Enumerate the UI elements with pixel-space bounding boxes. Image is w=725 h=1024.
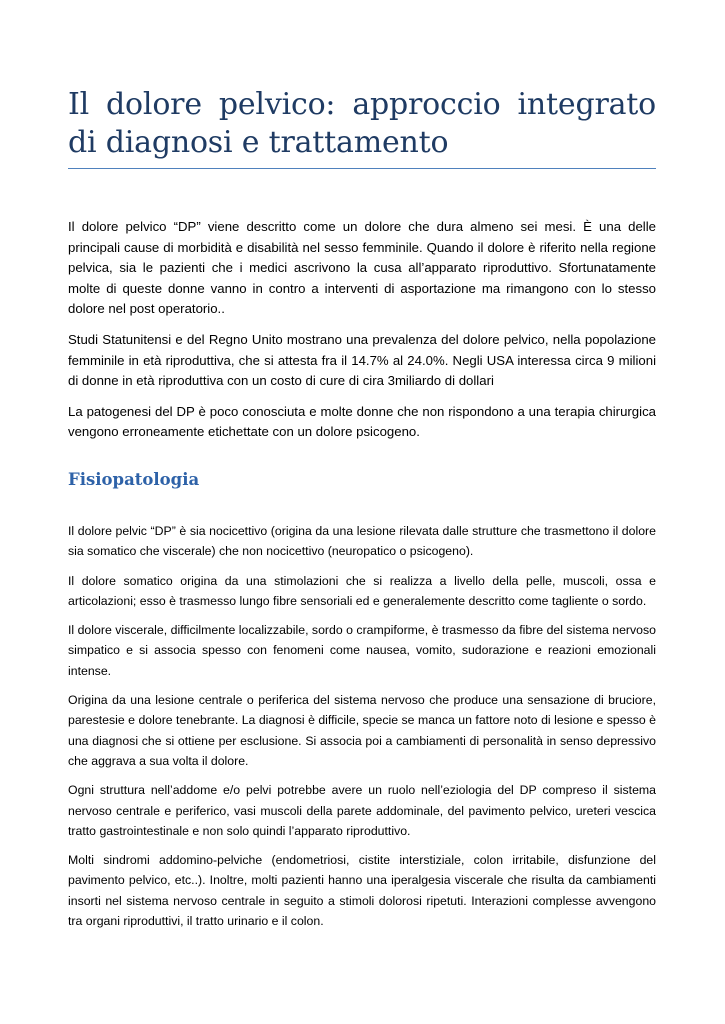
section-heading: Fisiopatologia [68,469,200,489]
section-paragraph-5: Ogni struttura nell’addome e/o pelvi potrebbe avere un ruolo nell’eziologia del DP compreso il sistema nervoso centrale e periferico, vasi muscoli della parete addominale, del pavimento pelvico, ureteri vescica tratto gastrointestinale e non solo quindi l’apparato riproduttivo. [68,783,656,838]
section-paragraph-4: Origina da una lesione centrale o periferica del sistema nervoso che produce una sensazione di bruciore, parestesie e dolore tenebrante. La diagnosi è difficile, specie se manca un fattore noto di lesione e spesso è una diagnosi che si ottiene per esclusione. Si associa poi a cambiamenti di personalità in senso depressivo che aggrava a sua volta il dolore. [68,693,656,768]
intro-paragraph-2: Studi Statunitensi e del Regno Unito mostrano una prevalenza del dolore pelvico, nella popolazione femminile in età riproduttiva, che si attesta fra il 14.7% al 24.0%. Negli USA interessa circa 9 milioni di donne in età riproduttiva con un costo di cure di cira 3miliardo di dollari [68,331,656,389]
section-paragraph-1: Il dolore pelvic “DP” è sia nocicettivo (origina da una lesione rilevata dalle strutture che trasmettono il dolore sia somatico che viscerale) che non nocicettivo (neuropatico o psicogeno). [68,523,656,559]
document-page [68,0,656,940]
section-paragraph-2: Il dolore somatico origina da una stimolazioni che si realizza a livello della pelle, muscoli, ossa e articolazioni; esso è trasmesso lungo fibre sensoriali ed e generalemente descritto come tagliente o sordo. [68,573,656,608]
section-paragraph-3: Il dolore viscerale, difficilmente localizzabile, sordo o crampiforme, è trasmesso da fibre del sistema nervoso simpatico e si associa spesso con fenomeni come nausea, vomito, sudorazione e reazioni emozionali intense. [68,623,656,678]
title-underline [68,168,656,169]
section-paragraph-6: Molti sindromi addomino-pelviche (endometriosi, cistite interstiziale, colon irritabile, disfunzione del pavimento pelvico, etc..). Inoltre, molti pazienti hanno una iperalgesia viscerale che risulta da cambiamenti insorti nel sistema nervoso centrale in seguito a stimoli dolorosi ripetuti. Interazioni complesse avvengono tra organi riproduttivi, il tratto urinario e il colon. [68,853,656,928]
intro-section [68,217,656,443]
fisiopatologia-section [68,521,656,931]
intro-paragraph-3: La patogenesi del DP è poco conosciuta e molte donne che non rispondono a una terapia chirurgica vengono erroneamente etichettate con un dolore psicogeno. [68,403,656,440]
intro-paragraph-1: Il dolore pelvico “DP” viene descritto come un dolore che dura almeno sei mesi. È una delle principali cause di morbidità e disabilità nel sesso femminile. Quando il dolore è riferito nella regione pelvica, sia le pazienti che i medici ascrivono la cusa all’apparato riproduttivo. Sfortunatamente molte di queste donne vanno in contro a interventi di asportazione ma rimangono con lo stesso dolore nel post operatorio.. [68,219,656,317]
document-title: Il dolore pelvico: approccio integrato di diagnosi e trattamento [68,87,656,160]
